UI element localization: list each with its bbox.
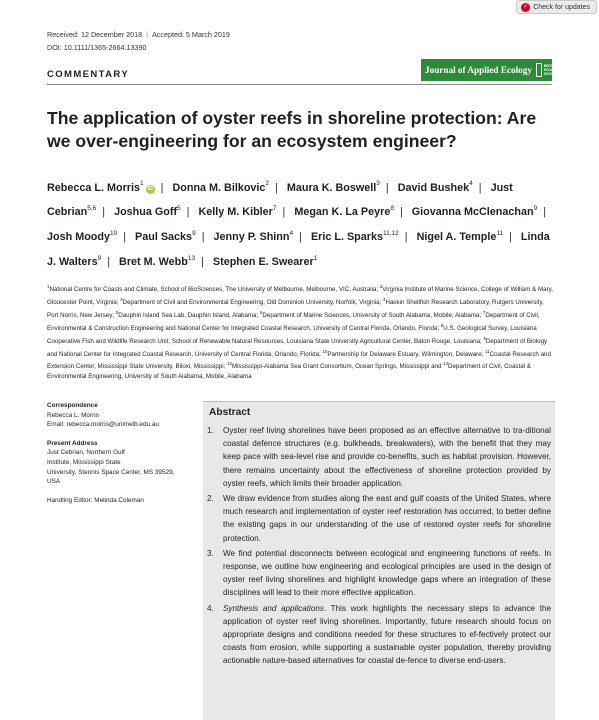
affiliation-marker: 13 bbox=[443, 361, 449, 367]
sidebar-info bbox=[47, 401, 197, 514]
affiliation-marker: 3 bbox=[120, 296, 123, 302]
check-for-updates-button[interactable] bbox=[516, 0, 597, 14]
affiliation-text: Coastal Research and Extension Center, Mississippi State University, Biloxi, Mississippi; bbox=[47, 350, 551, 371]
author-name[interactable]: Eric L. Sparks$^{11,12}$ bbox=[310, 229, 399, 244]
author-separator: | bbox=[186, 206, 190, 219]
author-affiliation-marker: 1 bbox=[140, 180, 144, 187]
article-section: COMMENTARY bbox=[47, 69, 130, 80]
accepted-date: Accepted: 5 March 2019 bbox=[151, 30, 230, 39]
author-separator: | bbox=[102, 206, 106, 219]
author-name[interactable]: Josh Moody$^{10}$ bbox=[47, 229, 118, 244]
abstract-item bbox=[207, 424, 551, 490]
abstract-box bbox=[203, 401, 555, 720]
affiliation-text: Department of Marine Sciences, University of South Alabama, Mobile, Alabama; bbox=[262, 311, 483, 319]
author-name[interactable]: Bret M. Webb$^{13}$ bbox=[119, 254, 196, 269]
author-affiliation-marker: 4 bbox=[289, 229, 294, 237]
affiliation-text: Department of Biology and National Center for Integrated Coastal Research, University of Central Florida, Orlando, Florida; bbox=[47, 337, 548, 358]
author-separator: | bbox=[385, 181, 389, 194]
author-name[interactable]: Stephen E. Swearer$^1$ bbox=[212, 254, 318, 269]
crossmark-icon: ✓ bbox=[523, 3, 529, 10]
author-affiliation-marker: 4 bbox=[469, 180, 473, 187]
journal-logo bbox=[421, 59, 566, 81]
affiliation-marker: 8 bbox=[440, 322, 444, 328]
author-name[interactable]: Just Cebrian$^{5,6}$ bbox=[47, 181, 513, 219]
author-affiliation-marker: 2 bbox=[265, 180, 270, 187]
author-separator: | bbox=[399, 206, 403, 219]
society-logo bbox=[536, 63, 565, 77]
affiliation-text: Virginia Institute of Marine Science, College of William & Mary, Gloucester Point, Virginia; bbox=[47, 286, 553, 306]
author-separator: | bbox=[282, 206, 286, 219]
affiliation-text: Department of Civil, Environmental & Construction Engineering and National Center for Integrated Coastal Research, University of Central Florida, Orlando, Florida; bbox=[47, 311, 540, 332]
abstract-item-number: 1. bbox=[207, 426, 214, 435]
author-name[interactable]: Donna M. Bilkovic$^2$ bbox=[172, 180, 270, 194]
handling-editor: Handling Editor: Melinda Coleman bbox=[47, 496, 144, 504]
doi[interactable]: DOI: 10.1111/1365-2664.13390 bbox=[47, 43, 147, 52]
author-affiliation-marker: 9 bbox=[192, 229, 196, 237]
abstract-list bbox=[207, 424, 551, 670]
affiliation-marker: 9 bbox=[483, 335, 486, 341]
abstract-item-lead: Synthesis and applications bbox=[223, 603, 324, 613]
affiliation-marker: 11 bbox=[485, 348, 490, 354]
affiliation-marker: 2 bbox=[379, 284, 383, 289]
affiliation-text: Department of Civil and Environmental Engineering, Old Dominion University, Norfolk, Virginia; bbox=[122, 298, 384, 306]
present-address-line: University, Stennis Space Center, MS 39529, bbox=[47, 468, 175, 476]
correspondence-email[interactable]: Email: rebecca.morris@unimelb.edu.au bbox=[47, 421, 159, 429]
affiliation-marker: 10 bbox=[322, 348, 328, 354]
society-logo-icon bbox=[536, 63, 542, 77]
affiliation-marker: 5 bbox=[115, 309, 119, 315]
abstract-item bbox=[207, 547, 551, 600]
author-affiliation-marker: 13 bbox=[187, 254, 196, 262]
affiliation-text: National Centre for Coasts and Climate, School of BioSciences, The University of Melbourne, Melbourne, VIC, Australia; bbox=[49, 286, 380, 294]
author-separator: | bbox=[275, 181, 278, 194]
author-name[interactable]: David Bushek$^4$ bbox=[397, 180, 473, 194]
affiliation-text: Dauphin Island Sea Lab, Dauphin Island, Alabama; bbox=[118, 311, 260, 319]
author-name[interactable]: Jenny P. Shinn$^4$ bbox=[213, 229, 294, 244]
abstract-item-text: We find potential disconnects between ecological and engineering functions of reefs. In response, we outline how engineering and ecological principles are used in the design of oyster reef living shorelines and highlight knowledge gaps where an integration of these disciplines will lead to their more effective application. bbox=[223, 548, 551, 598]
author-list bbox=[47, 174, 557, 274]
received-date: Received: 12 December 2018 bbox=[47, 30, 143, 39]
affiliation-text: U.S. Geological Survey, Louisiana Cooperative Fish and Wildlife Research Unit, School of Renewable Natural Resources, Louisiana State University Agricultural Center, Baton Rouge, Louisiana; bbox=[47, 324, 537, 345]
author-separator: | bbox=[201, 231, 205, 244]
author-name[interactable]: Kelly M. Kibler$^7$ bbox=[198, 204, 277, 219]
author-affiliation-marker: 8 bbox=[390, 204, 394, 212]
abstract-heading: Abstract bbox=[209, 407, 251, 418]
correspondence-heading: Correspondence bbox=[47, 402, 98, 409]
journal-name: Journal of Applied Ecology bbox=[425, 65, 532, 75]
orcid-icon[interactable]: iD bbox=[147, 185, 153, 192]
society-line: ECOLOGICAL bbox=[543, 68, 566, 72]
article-title: The application of oyster reefs in shoreline protection: Are we over-engineering for an ecosystem engineer? bbox=[47, 108, 537, 151]
author-separator: | bbox=[543, 206, 547, 219]
affiliation-marker: 12 bbox=[227, 361, 232, 367]
author-affiliation-marker: 5 bbox=[177, 204, 181, 212]
abstract-item-text: We draw evidence from studies along the east and gulf coasts of the United States, where much research and implementation of oyster reef restoration has occurred, to better define the existing gaps in our understanding of the use of restored oyster reefs for shoreline protection. bbox=[223, 494, 551, 543]
author-affiliation-marker: 11,12 bbox=[382, 229, 399, 237]
abstract-item bbox=[207, 492, 551, 545]
affiliation-text: Department of Civil, Coastal & Environmental Engineering, University of South Alabama, Mobile, Alabama bbox=[47, 363, 531, 381]
affiliations bbox=[47, 282, 553, 382]
affiliation-marker: 6 bbox=[259, 309, 263, 315]
article-dates: Received: 12 December 2018 | Accepted: 5 March 2019 bbox=[47, 30, 230, 39]
present-address-heading: Present Address bbox=[47, 439, 98, 447]
affiliation-text: Partnership for Delaware Estuary, Wilmington, Delaware; bbox=[327, 350, 486, 358]
present-address-line: Just Cebrian, Northern Gulf bbox=[47, 449, 125, 457]
abstract-item-text: Oyster reef living shorelines have been proposed as an effective alternative to tra-ditional coastal defence structures (e.g. bulkheads, breakwaters), with the benefit that they may keep pace with sea-level rise and provide co-benefits, such as habitat provision. However, there remains uncertainty about the effectiveness of shoreline protection provided by oyster reefs, which limits their broader application. bbox=[223, 426, 551, 488]
author-separator: | bbox=[404, 231, 408, 244]
author-separator: | bbox=[478, 181, 482, 194]
society-line: SOCIETY bbox=[543, 72, 558, 76]
author-name[interactable]: Paul Sacks$^9$ bbox=[135, 229, 196, 244]
affiliation-text: Mississippi-Alabama Sea Grant Consortium, Ocean Springs, Mississippi and bbox=[231, 363, 444, 371]
check-for-updates-label: Check for updates bbox=[533, 3, 590, 11]
author-separator: | bbox=[201, 256, 204, 269]
author-affiliation-marker: 9 bbox=[97, 254, 102, 262]
abstract-item-number: 2. bbox=[207, 494, 214, 504]
present-address-line: Institute, Mississippi State bbox=[47, 458, 121, 466]
author-affiliation-marker: 9 bbox=[533, 204, 538, 212]
author-affiliation-marker: 10 bbox=[109, 229, 118, 237]
author-affiliation-marker: 11 bbox=[496, 229, 504, 237]
affiliation-marker: 1 bbox=[47, 284, 50, 289]
author-name[interactable]: Joshua Goff$^5$ bbox=[114, 204, 181, 219]
affiliation-marker: 7 bbox=[482, 309, 486, 315]
author-separator: | bbox=[509, 231, 512, 244]
affiliation-text: Haskin Shellfish Research Laboratory, Rutgers University, Port Norris, New Jersey; bbox=[47, 298, 544, 319]
author-name[interactable]: Megan K. La Peyre$^8$ bbox=[294, 204, 394, 219]
author-separator: | bbox=[299, 231, 302, 244]
author-name[interactable]: Linda J. Walters$^9$ bbox=[47, 231, 550, 269]
author-affiliation-marker: 1 bbox=[313, 254, 318, 262]
correspondence-name: Rebecca L. Morris bbox=[47, 411, 99, 419]
author-name[interactable]: Nigel A. Temple$^{11}$ bbox=[416, 229, 504, 244]
author-affiliation-marker: 7 bbox=[272, 204, 277, 212]
author-separator: | bbox=[160, 181, 164, 194]
author-name[interactable]: Maura K. Boswell$^3$ bbox=[286, 180, 380, 194]
author-affiliation-marker: 3 bbox=[376, 180, 380, 187]
society-line: BRITISH bbox=[543, 64, 557, 68]
author-affiliation-marker: 5,6 bbox=[87, 204, 97, 212]
abstract-item-number: 4. bbox=[207, 603, 214, 613]
abstract-item-number: 3. bbox=[207, 548, 214, 558]
abstract-item bbox=[207, 602, 551, 668]
author-name[interactable]: Rebecca L. Morris$^1$iD bbox=[47, 180, 153, 194]
author-name[interactable]: Giovanna McClenachan$^9$ bbox=[411, 204, 538, 219]
abstract-item-text: Synthesis and applications. This work highlights the necessary steps to advance the application of oyster reef living shorelines. Importantly, future research should focus on appropriate designs and conditions needed for these structures to ef-fectively protect our coasts from erosion, while supporting a sustainable oyster population, thereby providing actionable nature-based alternatives for coastal de-fence to diverse end-users. bbox=[223, 603, 551, 666]
author-separator: | bbox=[107, 256, 111, 269]
present-address-line: USA bbox=[47, 478, 61, 486]
author-separator: | bbox=[123, 231, 127, 244]
affiliation-marker: 4 bbox=[383, 296, 386, 302]
header-divider bbox=[47, 84, 552, 85]
